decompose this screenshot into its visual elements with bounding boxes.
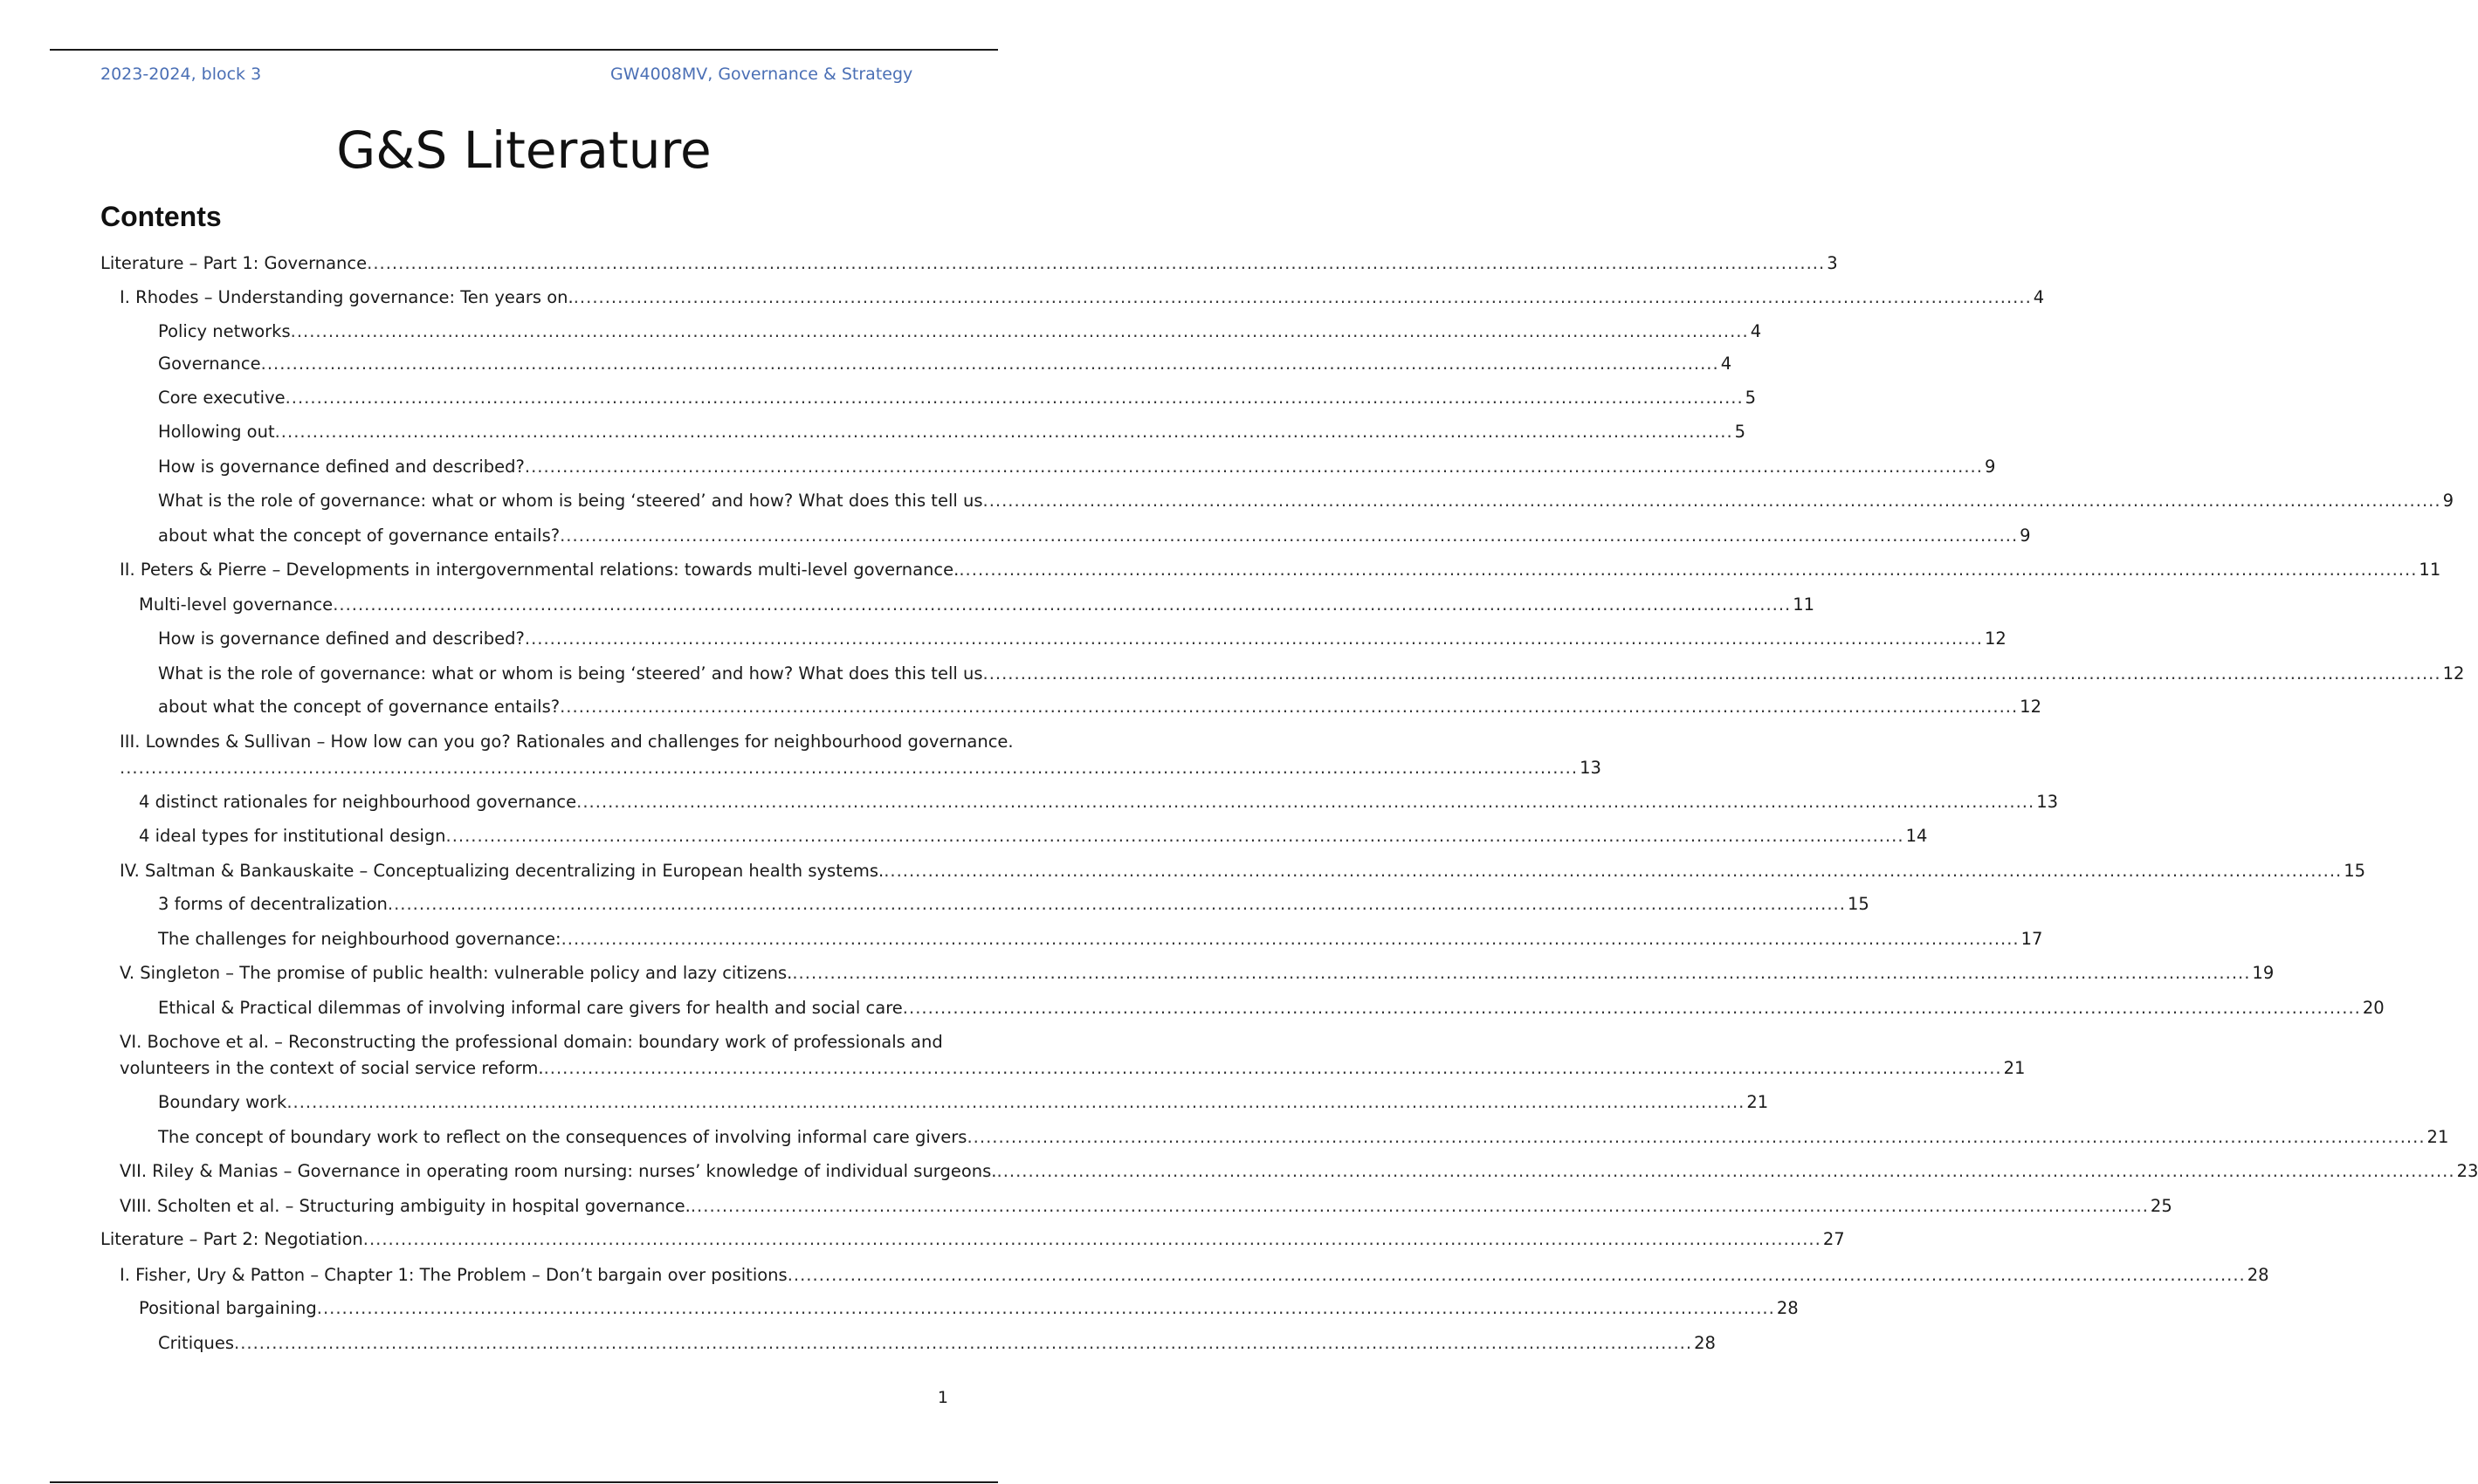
toc-entry-text: How is governance defined and described? [158, 629, 525, 649]
toc-leader [574, 285, 2032, 311]
toc-entry-governance-role-2[interactable] [158, 661, 2465, 687]
toc-leader [997, 1158, 2455, 1185]
toc-leader [576, 789, 2034, 815]
toc-entry-fisher-ury-patton[interactable] [120, 1262, 2269, 1288]
toc-entry-text: Literature – Part 2: Negotiation [100, 1229, 363, 1249]
toc-leader [317, 1295, 1775, 1322]
header-course-period: 2023-2024, block 3 [100, 65, 262, 84]
toc-entry-page: 11 [1793, 594, 1815, 615]
toc-entry-lowndes-sullivan[interactable] [120, 729, 1601, 781]
contents-heading: Contents [100, 201, 222, 232]
toc-entry-rhodes[interactable] [120, 285, 2045, 311]
toc-entry-page: 28 [1776, 1298, 1799, 1318]
toc-entry-positional-bargaining[interactable] [139, 1295, 1799, 1322]
toc-entry-multi-level-governance[interactable] [139, 592, 1815, 618]
toc-entry-text: Literature – Part 1: Governance [100, 253, 368, 273]
toc-entry-text: III. Lowndes & Sullivan – How low can you go? Rationales and challenges for neighbourhood governance. [120, 732, 1014, 752]
toc-leader [120, 755, 1578, 781]
toc-entry-critiques[interactable] [158, 1330, 1716, 1357]
toc-leader [788, 1262, 2246, 1288]
toc-entry-governance-concept[interactable] [158, 523, 2031, 549]
toc-entry-forms-decentralization[interactable] [158, 891, 1869, 917]
toc-entry-ideal-types[interactable] [139, 823, 1928, 849]
toc-entry-text: The concept of boundary work to reflect on the consequences of involving informal care givers [158, 1127, 967, 1147]
toc-entry-saltman-bankauskaite[interactable] [120, 858, 2366, 884]
toc-entry-text: Policy networks [158, 321, 291, 341]
toc-entry-text: Positional bargaining [139, 1298, 317, 1318]
toc-leader [275, 419, 1733, 445]
toc-entry-text: VII. Riley & Manias – Governance in operating room nursing: nurses’ knowledge of individual surgeons. [120, 1161, 997, 1181]
toc-entry-bochove[interactable] [120, 1029, 2026, 1082]
toc-leader [544, 1055, 2002, 1082]
toc-entry-text: Critiques [158, 1333, 235, 1353]
toc-leader [286, 385, 1744, 411]
toc-entry-part2-negotiation[interactable] [100, 1226, 1845, 1253]
toc-entry-page: 4 [2033, 287, 2045, 307]
toc-entry-neighbourhood-challenges[interactable] [158, 926, 2043, 952]
toc-entry-governance-role[interactable] [158, 488, 2454, 514]
toc-leader [560, 523, 2018, 549]
toc-entry-text: V. Singleton – The promise of public health: vulnerable policy and lazy citizens. [120, 963, 793, 983]
toc-entry-text: Multi-level governance [139, 594, 334, 615]
toc-leader [261, 351, 1719, 377]
toc-entry-singleton[interactable] [120, 960, 2275, 986]
toc-entry-page: 9 [2442, 491, 2454, 511]
toc-leader [286, 1089, 1745, 1116]
toc-leader [234, 1330, 1692, 1357]
footer-rule [50, 1481, 998, 1483]
toc-leader [333, 592, 1791, 618]
toc-entry-page: 4 [1750, 321, 1762, 341]
toc-entry-text: Governance [158, 354, 261, 374]
toc-entry-peters-pierre[interactable] [120, 557, 2441, 583]
toc-leader [446, 823, 1904, 849]
toc-entry-text: Boundary work [158, 1092, 287, 1112]
toc-entry-text: 4 distinct rationales for neighbourhood governance [139, 792, 577, 812]
toc-leader [560, 694, 2018, 720]
toc-entry-text: 4 ideal types for institutional design [139, 826, 446, 846]
toc-entry-page: 21 [1746, 1092, 1769, 1112]
toc-entry-page: 12 [2442, 663, 2465, 684]
toc-entry-text: The challenges for neighbourhood governance: [158, 929, 561, 949]
toc-entry-text: Ethical & Practical dilemmas of involving informal care givers for health and social care [158, 998, 903, 1018]
toc-entry-boundary-work-concept[interactable] [158, 1124, 2449, 1151]
toc-entry-governance[interactable] [158, 351, 1732, 377]
toc-entry-page: 19 [2252, 963, 2275, 983]
toc-entry-text: II. Peters & Pierre – Developments in intergovernmental relations: towards multi-level governance. [120, 560, 960, 580]
toc-leader [792, 960, 2250, 986]
toc-entry-page: 20 [2362, 998, 2385, 1018]
toc-entry-text: VI. Bochove et al. – Reconstructing the professional domain: boundary work of professionals and [120, 1032, 943, 1052]
toc-entry-page: 13 [1580, 758, 1601, 778]
toc-entry-page: 28 [1694, 1333, 1716, 1353]
toc-entry-governance-defined-2[interactable] [158, 626, 2006, 652]
toc-entry-policy-networks[interactable] [158, 319, 1762, 345]
toc-leader [983, 488, 2441, 514]
toc-entry-text: Hollowing out [158, 422, 275, 442]
toc-entry-distinct-rationales[interactable] [139, 789, 2059, 815]
toc-entry-text: Core executive [158, 388, 286, 408]
toc-leader [291, 319, 1749, 345]
toc-entry-text: IV. Saltman & Bankauskaite – Conceptualizing decentralizing in European health systems. [120, 861, 885, 881]
toc-leader [367, 251, 1825, 277]
toc-entry-page: 13 [2036, 792, 2059, 812]
header-course-code: GW4008MV, Governance & Strategy [610, 65, 913, 84]
toc-entry-core-executive[interactable] [158, 385, 1757, 411]
toc-entry-boundary-work[interactable] [158, 1089, 1769, 1116]
toc-entry-page: 21 [2003, 1058, 2026, 1078]
page-number: 1 [937, 1388, 948, 1407]
toc-entry-page: 14 [1905, 826, 1928, 846]
toc-entry-page: 5 [1745, 388, 1757, 408]
toc-entry-page: 25 [2150, 1196, 2172, 1216]
toc-entry-text: about what the concept of governance entails? [158, 526, 561, 546]
toc-entry-text: I. Fisher, Ury & Patton – Chapter 1: The Problem – Don’t bargain over positions [120, 1265, 788, 1285]
toc-entry-page: 12 [1984, 629, 2006, 649]
toc-entry-text: VIII. Scholten et al. – Structuring ambiguity in hospital governance. [120, 1196, 691, 1216]
toc-entry-riley-manias[interactable] [120, 1158, 2478, 1185]
toc-entry-page: 9 [1984, 457, 1996, 477]
toc-leader [967, 1124, 2425, 1151]
toc-entry-page: 27 [1822, 1229, 1845, 1249]
toc-leader [903, 995, 2361, 1021]
toc-entry-hollowing-out[interactable] [158, 419, 1746, 445]
toc-entry-page: 4 [1720, 354, 1732, 374]
toc-leader [983, 661, 2441, 687]
toc-leader [525, 626, 1983, 652]
toc-entry-ethical-practical-dilemmas[interactable] [158, 995, 2385, 1021]
toc-entry-text: How is governance defined and described? [158, 457, 525, 477]
toc-entry-page: 21 [2426, 1127, 2449, 1147]
toc-leader [691, 1193, 2149, 1219]
toc-entry-page: 28 [2247, 1265, 2269, 1285]
toc-entry-text-continued: volunteers in the context of social service reform. [120, 1058, 544, 1078]
toc-leader [363, 1226, 1821, 1253]
toc-entry-page: 17 [2020, 929, 2043, 949]
toc-entry-text: I. Rhodes – Understanding governance: Ten years on. [120, 287, 574, 307]
toc-entry-governance-concept-2[interactable] [158, 694, 2041, 720]
toc-entry-page: 12 [2020, 697, 2041, 717]
toc-entry-page: 9 [2020, 526, 2031, 546]
toc-entry-part1-governance[interactable] [100, 251, 1838, 277]
toc-leader [525, 454, 1983, 480]
toc-entry-text: 3 forms of decentralization [158, 894, 388, 914]
toc-entry-governance-defined[interactable] [158, 454, 1996, 480]
toc-entry-text: What is the role of governance: what or whom is being ‘steered’ and how? What does this tell us [158, 663, 983, 684]
toc-leader [884, 858, 2342, 884]
toc-entry-page: 15 [2344, 861, 2366, 881]
toc-leader [388, 891, 1846, 917]
toc-entry-page: 3 [1827, 253, 1838, 273]
toc-entry-page: 23 [2456, 1161, 2478, 1181]
toc-entry-page: 5 [1734, 422, 1746, 442]
toc-leader [561, 926, 2020, 952]
toc-entry-text: about what the concept of governance entails? [158, 697, 561, 717]
toc-entry-page: 15 [1847, 894, 1869, 914]
toc-leader [959, 557, 2417, 583]
toc-entry-text: What is the role of governance: what or whom is being ‘steered’ and how? What does this tell us [158, 491, 983, 511]
document-title: G&S Literature [336, 120, 712, 180]
toc-entry-scholten[interactable] [120, 1193, 2172, 1219]
toc-entry-page: 11 [2419, 560, 2441, 580]
